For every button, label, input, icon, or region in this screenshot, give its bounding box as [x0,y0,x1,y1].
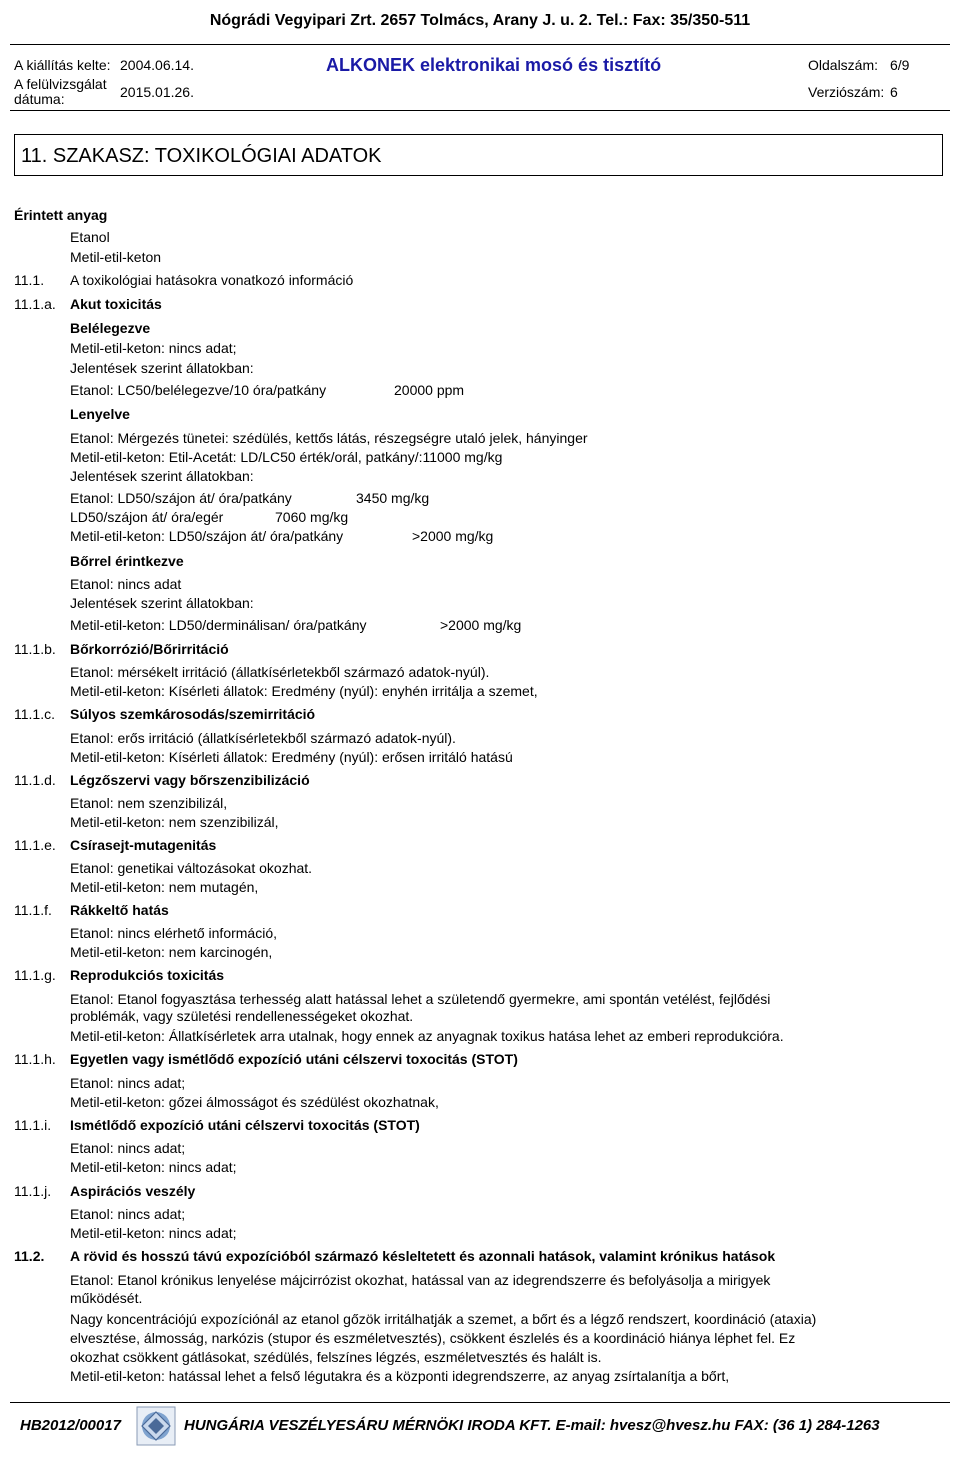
text-line: Etanol: mérsékelt irritáció (állatkísérletekből származó adatok-nyúl). [70,664,490,680]
text-line: Etanol: nincs adat; [70,1075,186,1091]
subsection-title: A rövid és hosszú távú expozícióból származó késleltetett és azonnali hatások, valamint krónikus hatások [70,1248,776,1264]
issue-date: 2004.06.14. [120,57,194,73]
text-line: Etanol: nincs adat; [70,1206,186,1222]
subsection-number: 11.1.b. [14,641,56,657]
subsection-number: 11.1.c. [14,706,55,722]
text-line: Metil-etil-keton: nincs adat; [70,1225,237,1241]
text-line: Metil-etil-keton: LD50/szájon át/ óra/patkány [70,528,344,544]
text-line: Etanol: Etanol krónikus lenyelése májcirrózist okozhat, hatással van az idegrendszerre és befolyásolja a mirigyek [70,1272,771,1288]
subsection-title: Egyetlen vagy ismétlődő expozíció utáni célszervi toxocitás (STOT) [70,1051,518,1067]
text-line: Metil-etil-keton: nem karcinogén, [70,944,273,960]
text-line: Metil-etil-keton: nem szenzibilizál, [70,814,279,830]
issue-date-label: A kiállítás kelte: [14,57,111,73]
text-line: problémák, vagy születési rendellenességeket okozhat. [70,1008,414,1024]
subsection-title: Aspirációs veszély [70,1183,196,1199]
review-date-label-2: dátuma: [14,91,65,107]
text-line: Metil-etil-keton: gőzei álmosságot és szédülést okozhatnak, [70,1094,439,1110]
subsection-title: Ismétlődő expozíció utáni célszervi toxocitás (STOT) [70,1117,420,1133]
value: 20000 ppm [394,382,465,398]
text-line: Metil-etil-keton: LD50/derminálisan/ óra/patkány [70,617,367,633]
text-line: Etanol: nincs adat; [70,1140,186,1156]
text-line: Etanol: LC50/belélegezve/10 óra/patkány [70,382,327,398]
text-line: Jelentések szerint állatokban: [70,595,254,611]
section-title-box [14,134,943,176]
subsection-number: 11.1.h. [14,1051,56,1067]
subheading: Belélegezve [70,320,151,336]
subsection-title: Csírasejt-mutagenitás [70,837,217,853]
review-date: 2015.01.26. [120,84,194,100]
value: >2000 mg/kg [440,617,522,633]
footer-divider [10,1402,950,1403]
text-line: Metil-etil-keton: Állatkísérletek arra utalnak, hogy ennek az anyagnak toxikus hatása lehet az emberi reprodukcióra. [70,1028,784,1044]
company-logo-icon [136,1406,176,1446]
text-line: Metil-etil-keton: hatással lehet a felső légutakra és a központi idegrendszerre, az anyag zsírtalanítja a bőrt, [70,1368,730,1384]
text-line: okozhat csökkent gátlásokat, szédülés, felszínes légzés, eszméletvesztés és halált is. [70,1349,602,1365]
substance-mek: Metil-etil-keton [70,249,162,265]
text-line: működését. [70,1290,143,1306]
footer-company: HUNGÁRIA VESZÉLYESÁRU MÉRNÖKI IRODA KFT. E-mail: hvesz@hvesz.hu FAX: (36 1) 284-1263 [184,1417,880,1434]
subsection-number: 11.1.g. [14,967,56,983]
subsection-number: 11.1.i. [14,1117,52,1133]
header-company: Nógrádi Vegyipari Zrt. 2657 Tolmács, Arany J. u. 2. Tel.: Fax: 35/350-511 [209,12,751,29]
text-line: LD50/szájon át/ óra/egér [70,509,224,525]
subsection-number: 11.1.a. [14,296,56,312]
text-line: Etanol: Mérgezés tünetei: szédülés, kettős látás, részegségre utaló jelek, hányinger [70,430,588,446]
value: 3450 mg/kg [356,490,430,506]
text-line: elvesztése, álmosság, narkózis (stupor és eszméletvesztés), csökkent észlelés és a koordináció hiánya léphet fel. Ez [70,1330,796,1346]
version-number: 6 [890,84,898,100]
text-line: Etanol: nincs elérhető információ, [70,925,277,941]
subsection-number: 11.2. [14,1248,45,1264]
subsection-title: Reprodukciós toxicitás [70,967,225,983]
text-line: Etanol: nem szenzibilizál, [70,795,228,811]
subsection-number: 11.1.d. [14,772,56,788]
subsection-title: Súlyos szemkárosodás/szemirritáció [70,706,316,722]
page-label: Oldalszám: [808,57,879,73]
text-line: Metil-etil-keton: Kísérleti állatok: Eredmény (nyúl): erősen irritáló hatású [70,749,513,765]
subsection-title: Légzőszervi vagy bőrszenzibilizáció [70,772,310,788]
text-line: Metil-etil-keton: nincs adat; [70,1159,237,1175]
text-line: Metil-etil-keton: Kísérleti állatok: Eredmény (nyúl): enyhén irritálja a szemet, [70,683,538,699]
product-name: ALKONEK elektronikai mosó és tisztító [326,55,662,75]
footer-doc-id: HB2012/00017 [20,1417,121,1434]
text-line: Etanol: LD50/szájon át/ óra/patkány [70,490,292,506]
version-label: Verziószám: [808,84,885,100]
value: >2000 mg/kg [412,528,494,544]
subsection-number: 11.1.f. [14,902,52,918]
header-divider [10,44,950,45]
affected-substance-label: Érintett anyag [14,207,108,223]
page-number: 6/9 [890,57,910,73]
subsection-number: 11.1.j. [14,1183,52,1199]
section-title: 11. SZAKASZ: TOXIKOLÓGIAI ADATOK [21,145,382,167]
text-line: Etanol: genetikai változásokat okozhat. [70,860,313,876]
review-date-label: A felülvizsgálat [14,76,107,92]
subheading: Bőrrel érintkezve [70,553,184,569]
subsection-title: A toxikológiai hatásokra vonatkozó információ [70,272,354,288]
text-line: Jelentések szerint állatokban: [70,360,254,376]
text-line: Metil-etil-keton: nem mutagén, [70,879,259,895]
text-line: Etanol: Etanol fogyasztása terhesség alatt hatással lehet a születendő gyermekre, ami spontán vetélést, fejlődési [70,991,771,1007]
text-line: Metil-etil-keton: nincs adat; [70,340,237,356]
subsection-number: 11.1.e. [14,837,56,853]
subsection-title: Akut toxicitás [70,296,162,312]
subsection-number: 11.1. [14,272,45,288]
subsection-title: Rákkeltő hatás [70,902,169,918]
text-line: Jelentések szerint állatokban: [70,468,254,484]
substance-ethanol: Etanol [70,229,110,245]
subheading: Lenyelve [70,406,130,422]
text-line: Etanol: erős irritáció (állatkísérletekből származó adatok-nyúl). [70,730,456,746]
text-line: Nagy koncentrációjú expozíciónál az etanol gőzök irritálhatják a szemet, a bőrt és a légző rendszert, koordináció (ataxia) [70,1311,817,1327]
text-line: Etanol: nincs adat [70,576,182,592]
value: 7060 mg/kg [275,509,349,525]
subsection-title: Bőrkorrózió/Bőrirritáció [70,641,229,657]
header-bottom-divider [10,110,950,111]
text-line: Metil-etil-keton: Etil-Acetát: LD/LC50 érték/orál, patkány/:11000 mg/kg [70,449,503,465]
